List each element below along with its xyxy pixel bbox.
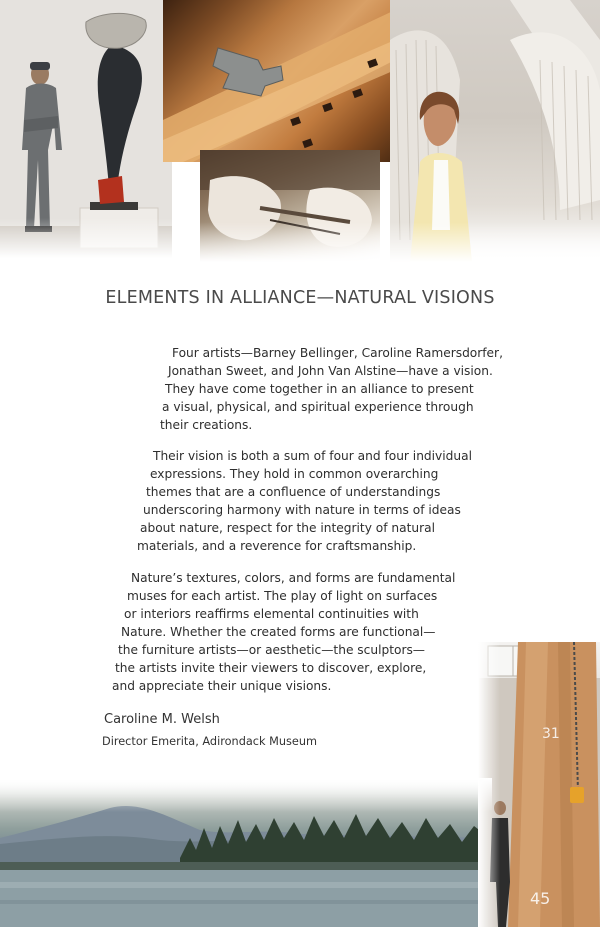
paragraph-line: and appreciate their unique visions.	[112, 679, 332, 693]
paragraph-line: Four artists—Barney Bellinger, Caroline Ramersdorfer,	[172, 346, 503, 360]
landscape-illustration	[0, 778, 492, 927]
hands-carving-photo	[200, 150, 380, 262]
sculptor-photo	[0, 0, 172, 258]
vision-paragraph	[0, 448, 600, 558]
signature-name: Caroline M. Welsh	[104, 712, 220, 727]
paragraph-line: Nature’s textures, colors, and forms are fundamental	[131, 571, 456, 585]
woman-with-sculpture-photo	[390, 0, 600, 262]
paragraph-line: themes that are a confluence of understandings	[146, 485, 441, 499]
slab-mark-upper: 31	[542, 726, 560, 742]
paragraph-line: expressions. They hold in common overarching	[150, 467, 439, 481]
paragraph-line: Jonathan Sweet, and John Van Alstine—have a vision.	[168, 364, 493, 378]
paragraph-line: the artists invite their viewers to discover, explore,	[115, 661, 427, 675]
intro-paragraph	[0, 345, 600, 435]
wood-joint-photo	[163, 0, 395, 162]
paragraph-line: Nature. Whether the created forms are functional—	[121, 625, 436, 639]
sculptor-illustration	[0, 0, 172, 258]
paragraph-line: their creations.	[160, 418, 253, 432]
signature-role: Director Emerita, Adirondack Museum	[102, 735, 318, 748]
lake-landscape-photo	[0, 778, 492, 927]
paragraph-line: underscoring harmony with nature in terms of ideas	[143, 503, 461, 517]
paragraph-line: Their vision is both a sum of four and four individual	[153, 449, 472, 463]
page-title: ELEMENTS IN ALLIANCE—NATURAL VISIONS	[105, 288, 495, 308]
hands-illustration	[200, 150, 380, 262]
paragraph-line: muses for each artist. The play of light on surfaces	[127, 589, 438, 603]
wood-joint-illustration	[163, 0, 395, 162]
slab-mark-lower: 45	[530, 889, 551, 908]
paragraph-line: a visual, physical, and spiritual experience through	[162, 400, 474, 414]
paragraph-line: They have come together in an alliance to present	[165, 382, 474, 396]
workshop-illustration	[478, 642, 600, 927]
woman-illustration	[390, 0, 600, 262]
paragraph-line: or interiors reaffirms elemental continuities with	[124, 607, 419, 621]
paragraph-line: the furniture artists—or aesthetic—the sculptors—	[118, 643, 425, 657]
paragraph-line: about nature, respect for the integrity of natural	[140, 521, 435, 535]
paragraph-line: materials, and a reverence for craftsmanship.	[137, 539, 417, 553]
workshop-wood-slab-photo	[478, 642, 600, 927]
